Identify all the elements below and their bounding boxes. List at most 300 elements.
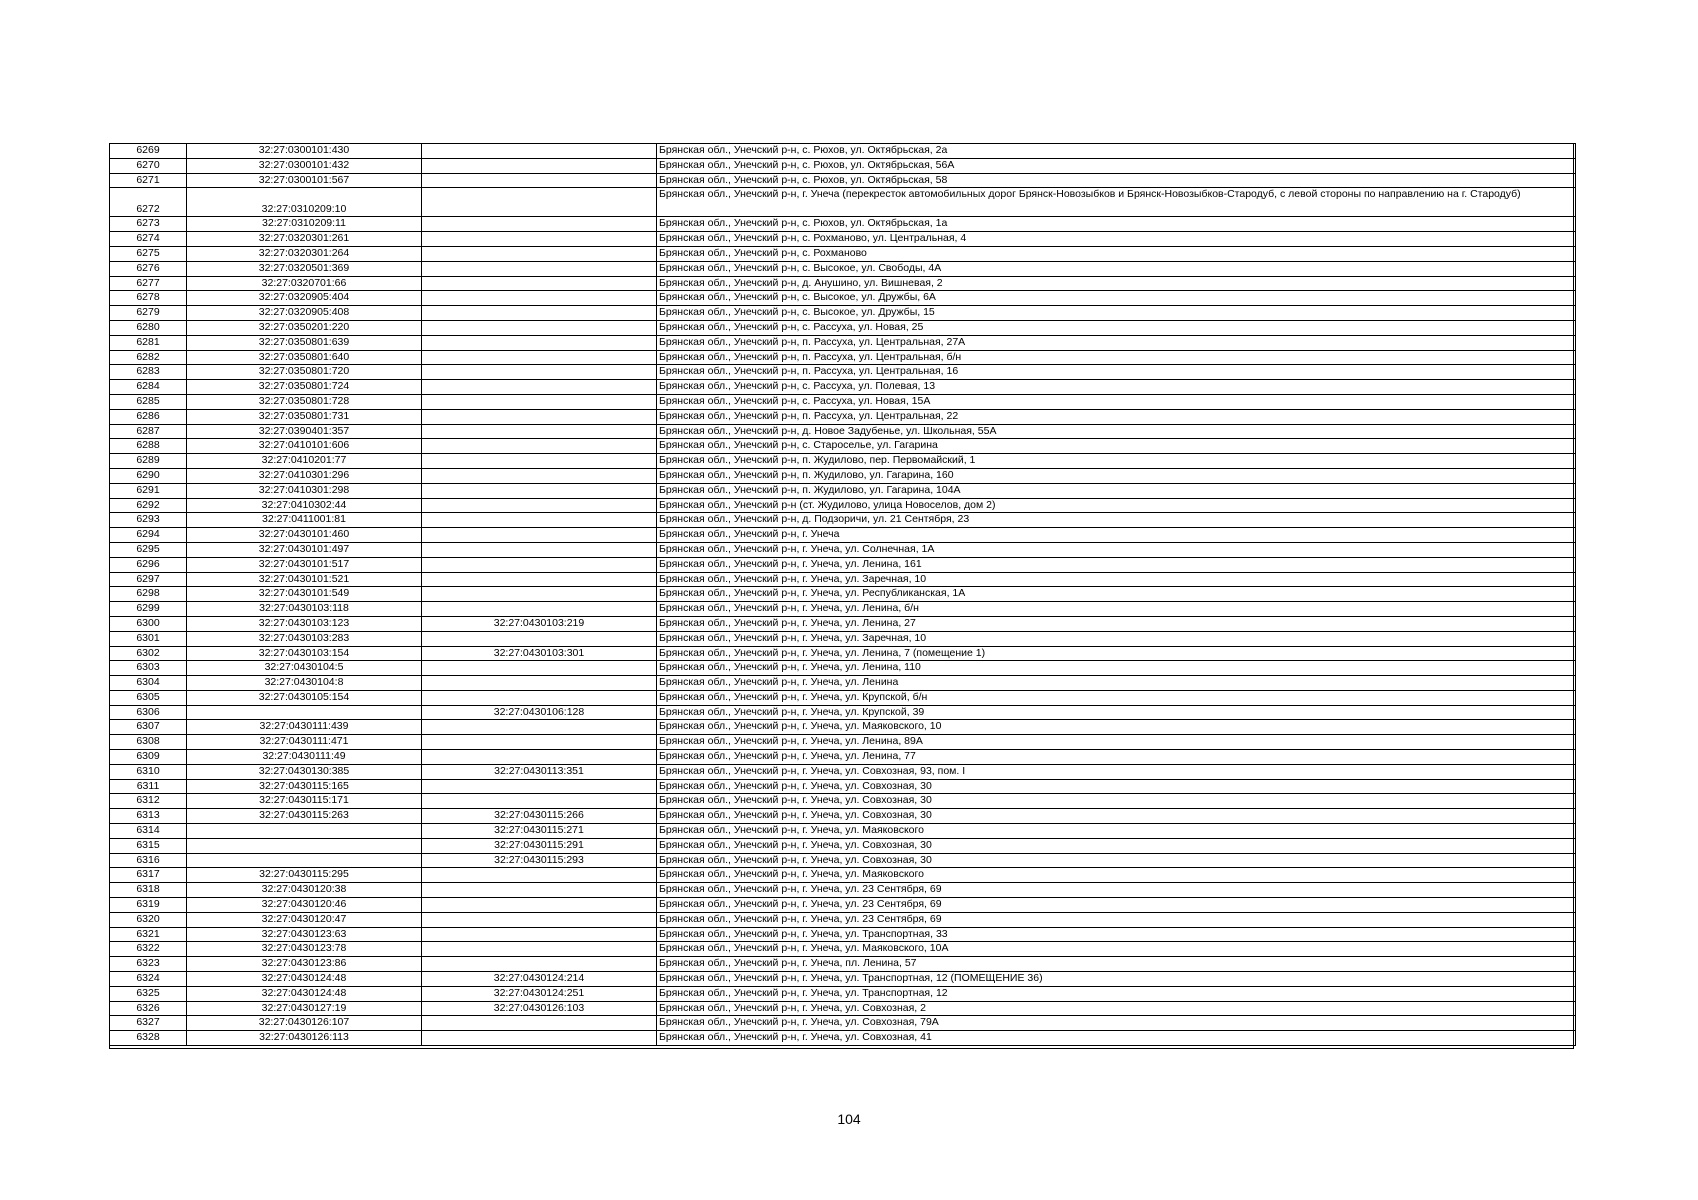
- table-row: [110, 380, 1576, 395]
- table-row: [110, 424, 1576, 439]
- row-number-cell: 6282: [110, 350, 187, 365]
- related-cadastral-cell: [422, 927, 657, 942]
- row-number-cell: 6280: [110, 320, 187, 335]
- table-row: [110, 513, 1576, 528]
- address-cell: Брянская обл., Унечский р-н, г. Унеча, ул. Крупской, 39: [657, 705, 1576, 720]
- address-cell: Брянская обл., Унечский р-н, г. Унеча, ул. Маяковского, 10: [657, 720, 1576, 735]
- table-row: [110, 409, 1576, 424]
- row-number-cell: 6304: [110, 676, 187, 691]
- row-number-cell: 6284: [110, 380, 187, 395]
- address-cell: Брянская обл., Унечский р-н, с. Высокое, ул. Дружбы, 15: [657, 306, 1576, 321]
- cadastral-number-cell: 32:27:0410101:606: [187, 439, 422, 454]
- address-cell: Брянская обл., Унечский р-н, д. Анушино, ул. Вишневая, 2: [657, 276, 1576, 291]
- address-cell: Брянская обл., Унечский р-н, г. Унеча, ул. Солнечная, 1А: [657, 542, 1576, 557]
- address-cell: Брянская обл., Унечский р-н, г. Унеча, ул. 23 Сентября, 69: [657, 883, 1576, 898]
- table-row: [110, 158, 1576, 173]
- address-cell: Брянская обл., Унечский р-н, г. Унеча, ул. Совхозная, 79А: [657, 1016, 1576, 1031]
- table-row: [110, 868, 1576, 883]
- table-row: [110, 276, 1576, 291]
- address-cell: Брянская обл., Унечский р-н, п. Рассуха, ул. Центральная, б/н: [657, 350, 1576, 365]
- row-number-cell: 6274: [110, 232, 187, 247]
- table-row: [110, 764, 1576, 779]
- address-cell: Брянская обл., Унечский р-н, г. Унеча, ул. 23 Сентября, 69: [657, 898, 1576, 913]
- address-cell: Брянская обл., Унечский р-н, г. Унеча, ул. Ленина, 77: [657, 750, 1576, 765]
- address-cell: Брянская обл., Унечский р-н, г. Унеча, ул. Заречная, 10: [657, 572, 1576, 587]
- table-row: [110, 1001, 1576, 1016]
- cadastral-number-cell: 32:27:0430124:48: [187, 972, 422, 987]
- related-cadastral-cell: [422, 557, 657, 572]
- table-row: [110, 528, 1576, 543]
- related-cadastral-cell: [422, 468, 657, 483]
- cadastral-number-cell: 32:27:0320301:261: [187, 232, 422, 247]
- related-cadastral-cell: [422, 587, 657, 602]
- table-row: [110, 498, 1576, 513]
- address-cell: Брянская обл., Унечский р-н, с. Староселье, ул. Гагарина: [657, 439, 1576, 454]
- cadastral-number-cell: 32:27:0430126:107: [187, 1016, 422, 1031]
- related-cadastral-cell: [422, 602, 657, 617]
- table-row: [110, 144, 1576, 159]
- cadastral-number-cell: 32:27:0300101:430: [187, 144, 422, 159]
- related-cadastral-cell: [422, 365, 657, 380]
- row-number-cell: 6326: [110, 1001, 187, 1016]
- row-number-cell: 6318: [110, 883, 187, 898]
- related-cadastral-cell: [422, 350, 657, 365]
- cadastral-number-cell: 32:27:0350201:220: [187, 320, 422, 335]
- row-number-cell: 6312: [110, 794, 187, 809]
- table-row: [110, 542, 1576, 557]
- cadastral-number-cell: 32:27:0430104:8: [187, 676, 422, 691]
- address-cell: Брянская обл., Унечский р-н, г. Унеча, ул. 23 Сентября, 69: [657, 912, 1576, 927]
- cadastral-number-cell: 32:27:0350801:639: [187, 335, 422, 350]
- row-number-cell: 6325: [110, 986, 187, 1001]
- related-cadastral-cell: [422, 750, 657, 765]
- row-number-cell: 6291: [110, 483, 187, 498]
- table-row: [110, 350, 1576, 365]
- row-number-cell: 6302: [110, 646, 187, 661]
- address-cell: Брянская обл., Унечский р-н, г. Унеча, ул. Ленина, 161: [657, 557, 1576, 572]
- table-row: [110, 173, 1576, 188]
- table-row: [110, 439, 1576, 454]
- table-row: [110, 735, 1576, 750]
- related-cadastral-cell: [422, 661, 657, 676]
- row-number-cell: 6310: [110, 764, 187, 779]
- cadastral-number-cell: 32:27:0430103:154: [187, 646, 422, 661]
- cadastral-number-cell: 32:27:0430126:113: [187, 1031, 422, 1046]
- table-row: [110, 750, 1576, 765]
- table-row: [110, 972, 1576, 987]
- address-cell: Брянская обл., Унечский р-н, с. Рассуха, ул. Полевая, 13: [657, 380, 1576, 395]
- related-cadastral-cell: [422, 306, 657, 321]
- address-cell: Брянская обл., Унечский р-н, г. Унеча, ул. Ленина, б/н: [657, 602, 1576, 617]
- row-number-cell: 6283: [110, 365, 187, 380]
- related-cadastral-cell: [422, 1031, 657, 1046]
- row-number-cell: 6305: [110, 690, 187, 705]
- table-row: [110, 646, 1576, 661]
- table-row: [110, 320, 1576, 335]
- table-row: [110, 483, 1576, 498]
- address-cell: Брянская обл., Унечский р-н, г. Унеча: [657, 528, 1576, 543]
- related-cadastral-cell: [422, 188, 657, 217]
- row-number-cell: 6269: [110, 144, 187, 159]
- address-cell: Брянская обл., Унечский р-н, г. Унеча, ул. Ленина, 7 (помещение 1): [657, 646, 1576, 661]
- cadastral-number-cell: 32:27:0430103:283: [187, 631, 422, 646]
- table-row: [110, 986, 1576, 1001]
- related-cadastral-cell: [422, 483, 657, 498]
- row-number-cell: 6322: [110, 942, 187, 957]
- cadastral-number-cell: 32:27:0430101:497: [187, 542, 422, 557]
- related-cadastral-cell: [422, 261, 657, 276]
- row-number-cell: 6288: [110, 439, 187, 454]
- cadastral-number-cell: 32:27:0430115:165: [187, 779, 422, 794]
- address-cell: Брянская обл., Унечский р-н, с. Высокое, ул. Свободы, 4А: [657, 261, 1576, 276]
- related-cadastral-cell: [422, 232, 657, 247]
- related-cadastral-cell: [422, 1016, 657, 1031]
- row-number-cell: 6309: [110, 750, 187, 765]
- related-cadastral-cell: [422, 380, 657, 395]
- row-number-cell: 6296: [110, 557, 187, 572]
- table-row: [110, 454, 1576, 469]
- cadastral-number-cell: 32:27:0430101:549: [187, 587, 422, 602]
- cadastral-number-cell: 32:27:0320905:408: [187, 306, 422, 321]
- address-cell: Брянская обл., Унечский р-н, г. Унеча, ул. Маяковского: [657, 868, 1576, 883]
- table-row: [110, 232, 1576, 247]
- row-number-cell: 6271: [110, 173, 187, 188]
- related-cadastral-cell: [422, 144, 657, 159]
- related-cadastral-cell: [422, 173, 657, 188]
- row-number-cell: 6292: [110, 498, 187, 513]
- cadastral-number-cell: 32:27:0430120:38: [187, 883, 422, 898]
- cadastral-number-cell: 32:27:0430111:49: [187, 750, 422, 765]
- row-number-cell: 6286: [110, 409, 187, 424]
- address-cell: Брянская обл., Унечский р-н, г. Унеча, ул. Ленина, 27: [657, 616, 1576, 631]
- table-row: [110, 246, 1576, 261]
- cadastral-number-cell: 32:27:0430123:86: [187, 957, 422, 972]
- cadastral-number-cell: 32:27:0310209:11: [187, 217, 422, 232]
- related-cadastral-cell: 32:27:0430124:251: [422, 986, 657, 1001]
- cadastral-number-cell: 32:27:0430120:46: [187, 898, 422, 913]
- related-cadastral-cell: [422, 424, 657, 439]
- table-row: [110, 631, 1576, 646]
- cadastral-number-cell: 32:27:0430105:154: [187, 690, 422, 705]
- related-cadastral-cell: 32:27:0430103:219: [422, 616, 657, 631]
- table-row: [110, 824, 1576, 839]
- row-number-cell: 6281: [110, 335, 187, 350]
- row-number-cell: 6285: [110, 394, 187, 409]
- related-cadastral-cell: 32:27:0430113:351: [422, 764, 657, 779]
- related-cadastral-cell: [422, 454, 657, 469]
- row-number-cell: 6316: [110, 853, 187, 868]
- address-cell: Брянская обл., Унечский р-н, с. Рюхов, ул. Октябрьская, 2а: [657, 144, 1576, 159]
- row-number-cell: 6314: [110, 824, 187, 839]
- table-row: [110, 261, 1576, 276]
- row-number-cell: 6307: [110, 720, 187, 735]
- cadastral-number-cell: 32:27:0430124:48: [187, 986, 422, 1001]
- table-row: [110, 809, 1576, 824]
- table-row: [110, 661, 1576, 676]
- address-cell: Брянская обл., Унечский р-н, г. Унеча, ул. Маяковского: [657, 824, 1576, 839]
- cadastral-number-cell: 32:27:0410201:77: [187, 454, 422, 469]
- row-number-cell: 6290: [110, 468, 187, 483]
- cadastral-number-cell: 32:27:0410302:44: [187, 498, 422, 513]
- address-cell: Брянская обл., Унечский р-н, г. Унеча, ул. Маяковского, 10А: [657, 942, 1576, 957]
- related-cadastral-cell: [422, 572, 657, 587]
- cadastral-number-cell: 32:27:0430115:171: [187, 794, 422, 809]
- cadastral-number-cell: 32:27:0390401:357: [187, 424, 422, 439]
- related-cadastral-cell: [422, 291, 657, 306]
- table-row: [110, 217, 1576, 232]
- related-cadastral-cell: [422, 409, 657, 424]
- row-number-cell: 6324: [110, 972, 187, 987]
- row-number-cell: 6328: [110, 1031, 187, 1046]
- row-number-cell: 6297: [110, 572, 187, 587]
- cadastral-number-cell: 32:27:0320701:66: [187, 276, 422, 291]
- table-row: [110, 794, 1576, 809]
- row-number-cell: 6298: [110, 587, 187, 602]
- address-cell: Брянская обл., Унечский р-н, п. Жудилово, ул. Гагарина, 104А: [657, 483, 1576, 498]
- row-number-cell: 6273: [110, 217, 187, 232]
- cadastral-number-cell: 32:27:0350801:640: [187, 350, 422, 365]
- related-cadastral-cell: [422, 794, 657, 809]
- cadastral-number-cell: 32:27:0300101:432: [187, 158, 422, 173]
- row-number-cell: 6303: [110, 661, 187, 676]
- row-number-cell: 6279: [110, 306, 187, 321]
- related-cadastral-cell: [422, 528, 657, 543]
- address-cell: Брянская обл., Унечский р-н, д. Новое Задубенье, ул. Школьная, 55А: [657, 424, 1576, 439]
- related-cadastral-cell: 32:27:0430115:293: [422, 853, 657, 868]
- table-row: [110, 957, 1576, 972]
- cadastral-number-cell: 32:27:0320905:404: [187, 291, 422, 306]
- cadastral-number-cell: 32:27:0430123:78: [187, 942, 422, 957]
- row-number-cell: 6313: [110, 809, 187, 824]
- table-row: [110, 912, 1576, 927]
- table-row: [110, 1031, 1576, 1046]
- related-cadastral-cell: [422, 439, 657, 454]
- related-cadastral-cell: [422, 779, 657, 794]
- cadastral-number-cell: 32:27:0430103:123: [187, 616, 422, 631]
- table-row: [110, 468, 1576, 483]
- address-cell: Брянская обл., Унечский р-н, п. Рассуха, ул. Центральная, 27А: [657, 335, 1576, 350]
- cadastral-number-cell: 32:27:0350801:724: [187, 380, 422, 395]
- address-cell: Брянская обл., Унечский р-н, с. Рохманово, ул. Центральная, 4: [657, 232, 1576, 247]
- table-row: [110, 838, 1576, 853]
- row-number-cell: 6308: [110, 735, 187, 750]
- row-number-cell: 6293: [110, 513, 187, 528]
- cadastral-number-cell: 32:27:0430123:63: [187, 927, 422, 942]
- related-cadastral-cell: [422, 868, 657, 883]
- table-row: [110, 557, 1576, 572]
- related-cadastral-cell: 32:27:0430115:291: [422, 838, 657, 853]
- address-cell: Брянская обл., Унечский р-н, г. Унеча, пл. Ленина, 57: [657, 957, 1576, 972]
- row-number-cell: 6311: [110, 779, 187, 794]
- table-row: [110, 883, 1576, 898]
- related-cadastral-cell: [422, 690, 657, 705]
- table-row: [110, 306, 1576, 321]
- address-cell: Брянская обл., Унечский р-н, г. Унеча, ул. Ленина, 110: [657, 661, 1576, 676]
- row-number-cell: 6327: [110, 1016, 187, 1031]
- address-cell: Брянская обл., Унечский р-н, п. Жудилово, ул. Гагарина, 160: [657, 468, 1576, 483]
- related-cadastral-cell: [422, 158, 657, 173]
- related-cadastral-cell: [422, 631, 657, 646]
- table-row: [110, 942, 1576, 957]
- table-row: [110, 898, 1576, 913]
- cadastral-number-cell: 32:27:0430111:439: [187, 720, 422, 735]
- cadastral-number-cell: 32:27:0320301:264: [187, 246, 422, 261]
- cadastral-number-cell: 32:27:0430104:5: [187, 661, 422, 676]
- table-row: [110, 335, 1576, 350]
- address-cell: Брянская обл., Унечский р-н, с. Рюхов, ул. Октябрьская, 1а: [657, 217, 1576, 232]
- cadastral-number-cell: 32:27:0320501:369: [187, 261, 422, 276]
- cadastral-number-cell: 32:27:0410301:296: [187, 468, 422, 483]
- related-cadastral-cell: [422, 498, 657, 513]
- table-row: [110, 927, 1576, 942]
- table-row: [110, 720, 1576, 735]
- address-cell: Брянская обл., Унечский р-н, г. Унеча, ул. Крупской, б/н: [657, 690, 1576, 705]
- cadastral-number-cell: 32:27:0300101:567: [187, 173, 422, 188]
- row-number-cell: 6270: [110, 158, 187, 173]
- address-cell: Брянская обл., Унечский р-н, г. Унеча, ул. Совхозная, 2: [657, 1001, 1576, 1016]
- related-cadastral-cell: 32:27:0430103:301: [422, 646, 657, 661]
- table-row: [110, 572, 1576, 587]
- table-row: [110, 1016, 1576, 1031]
- cadastral-number-cell: 32:27:0410301:298: [187, 483, 422, 498]
- cadastral-number-cell: 32:27:0430101:521: [187, 572, 422, 587]
- table-row: [110, 587, 1576, 602]
- cadastral-number-cell: 32:27:0350801:720: [187, 365, 422, 380]
- address-cell: Брянская обл., Унечский р-н, г. Унеча, ул. Заречная, 10: [657, 631, 1576, 646]
- related-cadastral-cell: [422, 676, 657, 691]
- related-cadastral-cell: [422, 394, 657, 409]
- address-cell: Брянская обл., Унечский р-н, г. Унеча, ул. Транспортная, 12: [657, 986, 1576, 1001]
- address-cell: Брянская обл., Унечский р-н, с. Рюхов, ул. Октябрьская, 56А: [657, 158, 1576, 173]
- related-cadastral-cell: [422, 335, 657, 350]
- related-cadastral-cell: [422, 720, 657, 735]
- related-cadastral-cell: 32:27:0430124:214: [422, 972, 657, 987]
- cadastral-number-cell: 32:27:0350801:728: [187, 394, 422, 409]
- address-cell: Брянская обл., Унечский р-н, с. Высокое, ул. Дружбы, 6А: [657, 291, 1576, 306]
- related-cadastral-cell: 32:27:0430115:271: [422, 824, 657, 839]
- row-number-cell: 6320: [110, 912, 187, 927]
- address-cell: Брянская обл., Унечский р-н, г. Унеча, ул. Ленина, 89А: [657, 735, 1576, 750]
- address-cell: Брянская обл., Унечский р-н, г. Унеча, ул. Совхозная, 41: [657, 1031, 1576, 1046]
- row-number-cell: 6323: [110, 957, 187, 972]
- cadastral-number-cell: 32:27:0411001:81: [187, 513, 422, 528]
- table-row: [110, 616, 1576, 631]
- cadastral-number-cell: 32:27:0430127:19: [187, 1001, 422, 1016]
- address-cell: Брянская обл., Унечский р-н, с. Рюхов, ул. Октябрьская, 58: [657, 173, 1576, 188]
- cadastral-number-cell: 32:27:0350801:731: [187, 409, 422, 424]
- related-cadastral-cell: [422, 246, 657, 261]
- cadastral-number-cell: [187, 853, 422, 868]
- row-number-cell: 6294: [110, 528, 187, 543]
- row-number-cell: 6317: [110, 868, 187, 883]
- address-cell: Брянская обл., Унечский р-н, г. Унеча, ул. Совхозная, 30: [657, 794, 1576, 809]
- cadastral-number-cell: 32:27:0430101:517: [187, 557, 422, 572]
- related-cadastral-cell: [422, 883, 657, 898]
- related-cadastral-cell: [422, 942, 657, 957]
- address-cell: Брянская обл., Унечский р-н, г. Унеча, ул. Транспортная, 12 (ПОМЕЩЕНИЕ 36): [657, 972, 1576, 987]
- related-cadastral-cell: [422, 320, 657, 335]
- address-cell: Брянская обл., Унечский р-н, с. Рассуха, ул. Новая, 25: [657, 320, 1576, 335]
- page-number: 104: [837, 1111, 861, 1127]
- row-number-cell: 6276: [110, 261, 187, 276]
- row-number-cell: 6315: [110, 838, 187, 853]
- address-cell: Брянская обл., Унечский р-н, г. Унеча, ул. Республиканская, 1А: [657, 587, 1576, 602]
- related-cadastral-cell: [422, 957, 657, 972]
- related-cadastral-cell: [422, 542, 657, 557]
- related-cadastral-cell: [422, 912, 657, 927]
- address-cell: Брянская обл., Унечский р-н, г. Унеча, ул. Совхозная, 30: [657, 809, 1576, 824]
- related-cadastral-cell: [422, 735, 657, 750]
- row-number-cell: 6300: [110, 616, 187, 631]
- row-number-cell: 6319: [110, 898, 187, 913]
- address-cell: Брянская обл., Унечский р-н, г. Унеча, ул. Совхозная, 30: [657, 853, 1576, 868]
- row-number-cell: 6275: [110, 246, 187, 261]
- registry-table-body: [110, 144, 1576, 1046]
- address-cell: Брянская обл., Унечский р-н, г. Унеча, ул. Совхозная, 93, пом. I: [657, 764, 1576, 779]
- table-row: [110, 394, 1576, 409]
- row-number-cell: 6272: [110, 188, 187, 217]
- row-number-cell: 6287: [110, 424, 187, 439]
- related-cadastral-cell: 32:27:0430106:128: [422, 705, 657, 720]
- cadastral-number-cell: 32:27:0430115:295: [187, 868, 422, 883]
- related-cadastral-cell: 32:27:0430126:103: [422, 1001, 657, 1016]
- related-cadastral-cell: [422, 513, 657, 528]
- related-cadastral-cell: [422, 276, 657, 291]
- cadastral-number-cell: 32:27:0430103:118: [187, 602, 422, 617]
- related-cadastral-cell: 32:27:0430115:266: [422, 809, 657, 824]
- address-cell: Брянская обл., Унечский р-н, г. Унеча, ул. Транспортная, 33: [657, 927, 1576, 942]
- cadastral-number-cell: 32:27:0430101:460: [187, 528, 422, 543]
- row-number-cell: 6321: [110, 927, 187, 942]
- table-row: [110, 676, 1576, 691]
- row-number-cell: 6289: [110, 454, 187, 469]
- row-number-cell: 6301: [110, 631, 187, 646]
- row-number-cell: 6277: [110, 276, 187, 291]
- cadastral-number-cell: 32:27:0430111:471: [187, 735, 422, 750]
- cadastral-number-cell: [187, 838, 422, 853]
- cadastral-number-cell: 32:27:0430115:263: [187, 809, 422, 824]
- table-row: [110, 291, 1576, 306]
- address-cell: Брянская обл., Унечский р-н, с. Рассуха, ул. Новая, 15А: [657, 394, 1576, 409]
- address-cell: Брянская обл., Унечский р-н, г. Унеча, ул. Ленина: [657, 676, 1576, 691]
- address-cell: Брянская обл., Унечский р-н, п. Рассуха, ул. Центральная, 16: [657, 365, 1576, 380]
- address-cell: Брянская обл., Унечский р-н, п. Жудилово, пер. Первомайский, 1: [657, 454, 1576, 469]
- cadastral-number-cell: 32:27:0430130:385: [187, 764, 422, 779]
- row-number-cell: 6278: [110, 291, 187, 306]
- cadastral-number-cell: [187, 705, 422, 720]
- row-number-cell: 6306: [110, 705, 187, 720]
- table-row: [110, 705, 1576, 720]
- related-cadastral-cell: [422, 217, 657, 232]
- address-cell: Брянская обл., Унечский р-н, п. Рассуха, ул. Центральная, 22: [657, 409, 1576, 424]
- table-row: [110, 365, 1576, 380]
- address-cell: Брянская обл., Унечский р-н, д. Подзоричи, ул. 21 Сентября, 23: [657, 513, 1576, 528]
- table-row: [110, 690, 1576, 705]
- row-number-cell: 6295: [110, 542, 187, 557]
- address-cell: Брянская обл., Унечский р-н, с. Рохманово: [657, 246, 1576, 261]
- address-cell: Брянская обл., Унечский р-н (ст. Жудилово, улица Новоселов, дом 2): [657, 498, 1576, 513]
- cadastral-number-cell: 32:27:0310209:10: [187, 188, 422, 217]
- table-row: [110, 779, 1576, 794]
- address-cell: Брянская обл., Унечский р-н, г. Унеча (перекресток автомобильных дорог Брянск-Новозыбков и Брянск-Новозыбков-Стародуб, с левой стороны по направлению на г. Стародуб): [657, 188, 1576, 217]
- address-cell: Брянская обл., Унечский р-н, г. Унеча, ул. Совхозная, 30: [657, 838, 1576, 853]
- table-row: [110, 188, 1576, 217]
- related-cadastral-cell: [422, 898, 657, 913]
- table-row: [110, 853, 1576, 868]
- cadastral-number-cell: [187, 824, 422, 839]
- row-number-cell: 6299: [110, 602, 187, 617]
- cadastral-number-cell: 32:27:0430120:47: [187, 912, 422, 927]
